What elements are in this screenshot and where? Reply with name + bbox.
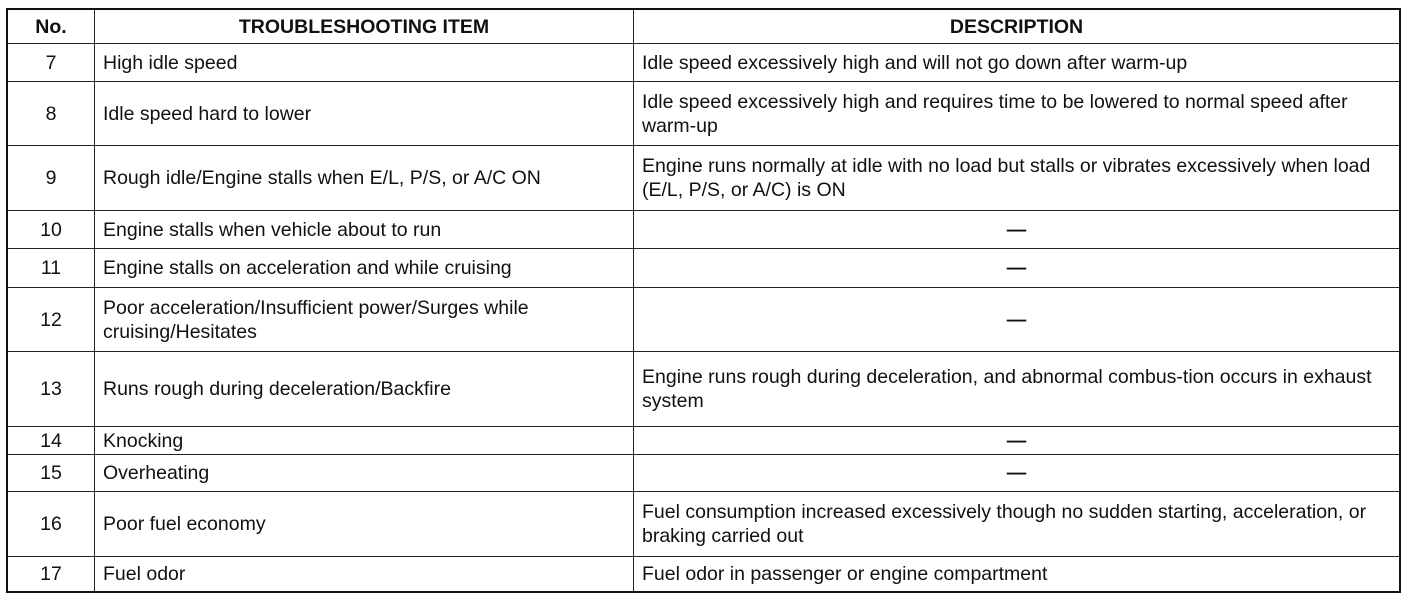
table-row [7, 249, 1400, 288]
row-description: — [634, 211, 1401, 249]
row-description: Fuel odor in passenger or engine compartment [634, 557, 1401, 592]
troubleshooting-item: Poor acceleration/Insufficient power/Surges while cruising/Hesitates [95, 288, 634, 352]
row-description: — [634, 288, 1401, 352]
row-number: 17 [7, 557, 95, 592]
row-number: 14 [7, 427, 95, 455]
row-description: Idle speed excessively high and requires time to be lowered to normal speed after warm-up [634, 82, 1401, 146]
row-description: Engine runs rough during deceleration, and abnormal combus-tion occurs in exhaust system [634, 352, 1401, 427]
troubleshooting-item: Poor fuel economy [95, 492, 634, 557]
table-row [7, 455, 1400, 492]
row-number: 8 [7, 82, 95, 146]
troubleshooting-item: Engine stalls when vehicle about to run [95, 211, 634, 249]
row-description: — [634, 249, 1401, 288]
row-number: 7 [7, 44, 95, 82]
row-description: Idle speed excessively high and will not go down after warm-up [634, 44, 1401, 82]
row-number: 12 [7, 288, 95, 352]
table-row [7, 146, 1400, 211]
table-row [7, 427, 1400, 455]
header-no: No. [7, 9, 95, 44]
troubleshooting-item: Idle speed hard to lower [95, 82, 634, 146]
troubleshooting-item: Rough idle/Engine stalls when E/L, P/S, or A/C ON [95, 146, 634, 211]
row-description: Fuel consumption increased excessively though no sudden starting, acceleration, or braking carried out [634, 492, 1401, 557]
table-row [7, 82, 1400, 146]
header-description: DESCRIPTION [634, 9, 1401, 44]
row-description: Engine runs normally at idle with no load but stalls or vibrates excessively when load (E/L, P/S, or A/C) is ON [634, 146, 1401, 211]
troubleshooting-item: Runs rough during deceleration/Backfire [95, 352, 634, 427]
table-row [7, 44, 1400, 82]
header-item: TROUBLESHOOTING ITEM [95, 9, 634, 44]
row-number: 15 [7, 455, 95, 492]
troubleshooting-item: Fuel odor [95, 557, 634, 592]
row-number: 13 [7, 352, 95, 427]
row-number: 9 [7, 146, 95, 211]
troubleshooting-item: High idle speed [95, 44, 634, 82]
row-description: — [634, 455, 1401, 492]
table-row [7, 557, 1400, 592]
row-number: 16 [7, 492, 95, 557]
troubleshooting-item: Knocking [95, 427, 634, 455]
table-row [7, 211, 1400, 249]
row-number: 10 [7, 211, 95, 249]
troubleshooting-item: Overheating [95, 455, 634, 492]
row-number: 11 [7, 249, 95, 288]
table-row [7, 352, 1400, 427]
troubleshooting-item: Engine stalls on acceleration and while cruising [95, 249, 634, 288]
row-description: — [634, 427, 1401, 455]
table-row [7, 492, 1400, 557]
header-row [7, 9, 1400, 44]
table-row [7, 288, 1400, 352]
troubleshooting-table [6, 8, 1401, 593]
